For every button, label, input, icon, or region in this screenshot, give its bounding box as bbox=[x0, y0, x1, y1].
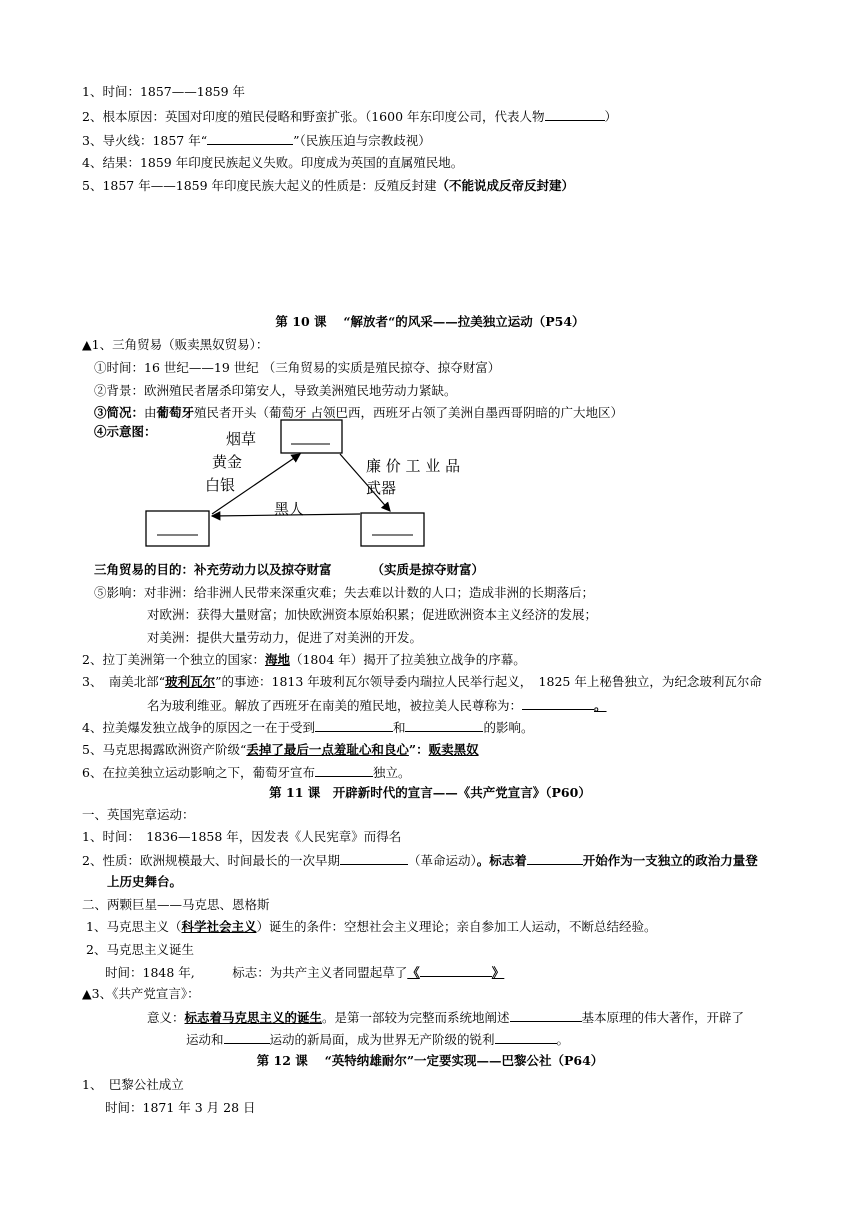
text-line: 5、马克思揭露欧洲资产阶级“丢掉了最后一点羞耻心和良心”：贩卖黑奴 bbox=[82, 742, 479, 757]
lesson-title: 第 12 课 “英特纳雄耐尔”一定要实现——巴黎公社（P64） bbox=[256, 1053, 604, 1068]
text-line: 对欧洲：获得大量财富；加快欧洲资本原始积累；促进欧洲资本主义经济的发展； bbox=[147, 607, 598, 622]
text-line: ③简况：由葡萄牙殖民者开头（葡萄牙 占领巴西，西班牙占领了美洲自墨西哥阴暗的广大地区） bbox=[94, 405, 624, 420]
text-line: 1、 巴黎公社成立 bbox=[82, 1077, 184, 1092]
text-line: 4、拉美爆发独立战争的原因之一在于受到 和 的影响。 bbox=[82, 720, 534, 735]
europe-box bbox=[281, 420, 342, 453]
text-line: 1、时间：1857——1859 年 bbox=[82, 84, 246, 99]
text-line: 上历史舞台。 bbox=[107, 874, 183, 889]
text-line: 2、拉丁美洲第一个独立的国家：海地（1804 年）揭开了拉美独立战争的序幕。 bbox=[82, 652, 526, 667]
africa-box bbox=[361, 513, 424, 546]
fill-blank bbox=[340, 852, 408, 865]
text-line: ②背景：欧洲殖民者屠杀印第安人，导致美洲殖民地劳动力紧缺。 bbox=[94, 383, 457, 398]
fill-blank bbox=[495, 1031, 557, 1044]
diagram-label: 黄金 bbox=[212, 453, 243, 471]
text-line: 时间：1848 年, 标志：为共产主义者同盟起草了《 》 bbox=[105, 965, 505, 980]
fill-blank bbox=[510, 1009, 582, 1022]
text-line: 1、时间： 1836—1858 年，因发表《人民宪章》而得名 bbox=[82, 829, 402, 844]
diagram-label: 黑人 bbox=[274, 500, 305, 518]
lesson-title: 第 10 课 “解放者“的风采——拉美独立运动（P54） bbox=[275, 314, 585, 329]
text-line: 名为玻利维亚。解放了西班牙在南美的殖民地，被拉美人民尊称为： 。 bbox=[147, 698, 607, 713]
section-heading: ▲1、三角贸易（贩卖黑奴贸易）： bbox=[82, 337, 269, 352]
text-line: 3、导火线：1857 年“ ”（民族压迫与宗教歧视） bbox=[82, 133, 431, 148]
america-box bbox=[146, 511, 209, 546]
text-line: 1、马克思主义（科学社会主义）诞生的条件：空想社会主义理论；亲自参加工人运动，不断总结经验。 bbox=[86, 919, 657, 934]
fill-blank bbox=[315, 719, 393, 732]
diagram-label: 烟草 bbox=[226, 430, 257, 448]
fill-blank bbox=[545, 108, 605, 121]
diagram-label: 廉 价 工 业 品 bbox=[366, 457, 461, 475]
fill-blank bbox=[315, 764, 373, 777]
text-line: 2、性质：欧洲规模最大、时间最长的一次早期 （革命运动）。标志着 开始作为一支独立的政治力量登 bbox=[82, 853, 758, 868]
diagram-label: 白银 bbox=[205, 476, 236, 494]
text-line: 4、结果：1859 年印度民族起义失败。印度成为英国的直属殖民地。 bbox=[82, 155, 464, 170]
fill-blank bbox=[405, 719, 483, 732]
text-line: 运动和 运动的新局面，成为世界无产阶级的锐利 。 bbox=[186, 1032, 570, 1047]
text-line: 时间：1871 年 3 月 28 日 bbox=[105, 1100, 256, 1115]
fill-blank bbox=[224, 1031, 270, 1044]
text-line: ④示意图： bbox=[94, 424, 157, 439]
section-heading: ▲3、《共产党宣言》： bbox=[82, 986, 200, 1001]
text-line: ①时间：16 世纪——19 世纪 （三角贸易的实质是殖民掠夺、掠夺财富） bbox=[94, 360, 501, 375]
fill-blank bbox=[522, 697, 594, 710]
fill-blank bbox=[420, 964, 492, 977]
section-heading: 一、英国宪章运动： bbox=[82, 807, 195, 822]
text-line: 意义：标志着马克思主义的诞生。是第一部较为完整而系统地阐述 基本原理的伟大著作，开辟了 bbox=[147, 1010, 745, 1025]
text-line: 3、 南美北部“玻利瓦尔”的事迹：1813 年玻利瓦尔领导委内瑞拉人民举行起义， 1825 年上秘鲁独立，为纪念玻利瓦尔命 bbox=[82, 674, 762, 689]
diagram-label: 武器 bbox=[366, 479, 397, 497]
text-line: ⑤影响：对非洲：给非洲人民带来深重灾难；失去难以计数的人口；造成非洲的长期落后； bbox=[94, 585, 595, 600]
fill-blank bbox=[207, 132, 293, 145]
text-line: 三角贸易的目的：补充劳动力以及掠夺财富 （实质是掠夺财富） bbox=[94, 562, 485, 577]
lesson-title: 第 11 课 开辟新时代的宣言——《共产党宣言》（P60） bbox=[269, 785, 591, 800]
text-line: 2、根本原因：英国对印度的殖民侵略和野蛮扩张。（1600 年东印度公司，代表人物 ） bbox=[82, 109, 618, 124]
section-heading: 二、两颗巨星——马克思、恩格斯 bbox=[82, 897, 270, 912]
text-line: 2、马克思主义诞生 bbox=[86, 942, 194, 957]
text-line: 6、在拉美独立运动影响之下，葡萄牙宣布 独立。 bbox=[82, 765, 411, 780]
text-line: 5、1857 年——1859 年印度民族大起义的性质是：反殖反封建（不能说成反帝反封建） bbox=[82, 178, 575, 193]
fill-blank bbox=[527, 852, 583, 865]
text-line: 对美洲：提供大量劳动力，促进了对美洲的开发。 bbox=[147, 630, 423, 645]
